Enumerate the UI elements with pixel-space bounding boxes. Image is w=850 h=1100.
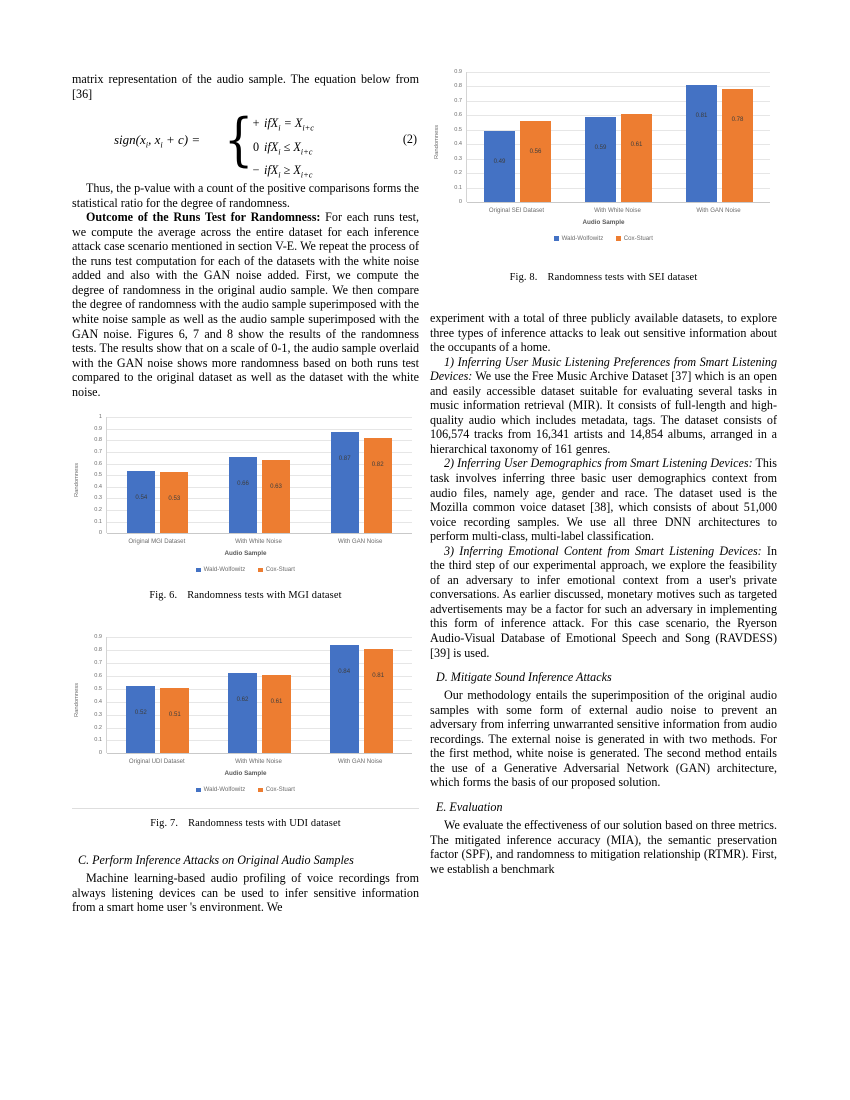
plot-area xyxy=(106,637,412,753)
x-axis-tick-label: Original UDI Dataset xyxy=(128,758,185,766)
plot-area xyxy=(466,72,770,202)
figure-7-caption xyxy=(72,818,419,829)
bar-data-label: 0.78 xyxy=(731,116,744,124)
bar-data-label: 0.52 xyxy=(134,709,147,717)
y-axis-tick-label: 0.7 xyxy=(454,97,462,104)
y-axis-tick-label: 0 xyxy=(98,530,102,537)
chart-fig6 xyxy=(72,411,419,581)
paragraph-demographics xyxy=(430,456,777,543)
figure-8 xyxy=(430,66,777,283)
bar xyxy=(520,121,551,202)
bar-data-label: 0.59 xyxy=(594,143,607,151)
figure-7-label: Fig. 7. xyxy=(150,818,179,830)
bar xyxy=(364,438,392,533)
y-axis-tick-label: 0.3 xyxy=(94,495,102,502)
paragraph-runs-test-body: For each runs test, we compute the average across the entire dataset for each inference attack case scenario mentioned in section V-E. We repeat the process of the runs test computation for each of the datasets with the white noise added and also with the GAN noise added. First, we compute the degree of randomness in the original audio sample. We then compare the degree of randomness with the audio sample superimposed with the white noise sample as well as the audio sample superimposed with the GAN noise. Figures 6, 7 and 8 show the results of the randomness tests. The results show that on a scale of 0-1, the audio sample overlaid with the GAN noise shows more randomness based on both runs test compared to the original dataset as well as the dataset with the white noise. xyxy=(72,210,419,399)
chart-legend xyxy=(72,786,419,793)
x-axis-title: Audio Sample xyxy=(582,219,625,226)
equation-cases xyxy=(248,114,314,184)
bar xyxy=(228,673,257,753)
equation-number: (2) xyxy=(402,132,417,147)
figure-6-caption xyxy=(72,590,419,601)
paragraph-pvalue: Thus, the p-value with a count of the positive comparisons forms the statistical ratio for the degree of randomness. xyxy=(72,181,419,210)
y-axis-tick-label: 0 xyxy=(458,199,462,205)
bar-data-label: 0.53 xyxy=(168,494,181,502)
y-axis-tick-label: 0.6 xyxy=(94,672,102,679)
bar-data-label: 0.56 xyxy=(529,148,542,156)
runin-heading-demographics: 2) Inferring User Demographics from Smart Listening Devices: xyxy=(444,456,753,471)
chart-fig7 xyxy=(72,631,419,801)
gridline xyxy=(107,753,412,754)
runin-heading-runs-test: Outcome of the Runs Test for Randomness: xyxy=(86,210,321,225)
bar-data-label: 0.54 xyxy=(135,493,148,501)
y-axis-tick-label: 0.6 xyxy=(454,112,462,119)
section-heading-c: C. Perform Inference Attacks on Original Audio Samples xyxy=(78,853,354,868)
x-axis-title: Audio Sample xyxy=(224,770,267,778)
bar xyxy=(229,457,257,534)
runin-heading-emotional-content: 3) Inferring Emotional Content from Smart Listening Devices: xyxy=(444,543,762,558)
y-axis-tick-label: 0.4 xyxy=(454,141,462,148)
bar xyxy=(262,460,290,533)
left-column xyxy=(72,72,419,915)
legend-label: Wald-Wolfowitz xyxy=(203,566,246,574)
bar xyxy=(127,471,155,534)
bar xyxy=(330,645,359,753)
y-axis-tick-label: 0.3 xyxy=(454,155,462,162)
legend-swatch xyxy=(616,236,621,241)
y-axis-tick-label: 0.7 xyxy=(94,449,102,456)
figure-7-caption-text: Randomness tests with UDI dataset xyxy=(188,818,341,830)
bar xyxy=(160,472,188,533)
legend-item xyxy=(554,235,603,242)
x-axis-tick-label: With White Noise xyxy=(235,538,282,546)
paragraph-experiment-intro: experiment with a total of three publicly available datasets, to explore three types of inference attacks to leak out sensitive information about the occupants of a home. xyxy=(430,311,777,355)
equation-brace: { xyxy=(224,105,254,173)
equation-left-side: $sign(x_i$, $x_i + c$) = xyxy=(114,132,201,150)
bar-data-label: 0.84 xyxy=(338,668,351,676)
x-axis-tick-label: Original MGI Dataset xyxy=(128,538,186,546)
y-axis-tick-label: 0.2 xyxy=(94,724,102,731)
x-axis-title: Audio Sample xyxy=(224,550,267,558)
equation-case-row: + $ifX_i = X_{i+c}$ xyxy=(252,116,315,133)
x-axis-tick-label: With GAN Noise xyxy=(696,207,741,214)
equation-case-row: 0 $ifX_i \le X_{i+c}$ xyxy=(252,139,313,156)
gridline xyxy=(107,417,412,418)
gridline xyxy=(467,202,770,203)
paragraph-demographics-body: This task involves inferring three basic user demographics context from audio files, namely age, gender and race. The dataset used is the Mozilla common voice dataset [38], which consists of about 51,000 voice recording samples. We use all three DNN architectures to perform multi-class, multi-label classification. xyxy=(430,456,778,544)
gridline xyxy=(107,533,412,534)
bar-data-label: 0.51 xyxy=(168,710,181,718)
legend-swatch xyxy=(196,568,201,573)
x-axis-tick-label: With White Noise xyxy=(235,758,282,766)
legend-item xyxy=(258,786,295,793)
x-axis-tick-label: Original SEI Dataset xyxy=(488,207,545,214)
bar xyxy=(262,675,291,754)
y-axis-tick-label: 0.9 xyxy=(94,425,102,432)
bar-data-label: 0.82 xyxy=(371,461,384,469)
y-axis-tick-label: 0.5 xyxy=(94,685,102,692)
equation-2 xyxy=(72,105,419,180)
bar-data-label: 0.61 xyxy=(630,140,643,148)
y-axis-tick-label: 0.8 xyxy=(94,437,102,444)
bar xyxy=(364,649,393,753)
paragraph-section-d: Our methodology entails the superimposition of the original audio samples with some form of external audio noise to prevent an adversary from inferring unwarranted sensitive information from audio recordings. The external noise is generated in with two methods. For the first method, white noise is generated. The second method entails the use of a Generative Adversarial Network (GAN) architecture, which forms the basis of our proposed solution. xyxy=(430,688,777,790)
legend-item xyxy=(616,235,653,242)
bar xyxy=(686,85,717,202)
bar-data-label: 0.81 xyxy=(372,671,385,679)
paragraph-music-preferences xyxy=(430,355,777,457)
legend-label: Wald-Wolfowitz xyxy=(203,786,246,794)
bar xyxy=(722,89,753,202)
figure-8-caption-text: Randomness tests with SEI dataset xyxy=(547,272,698,283)
bar xyxy=(585,117,616,202)
bar-data-label: 0.61 xyxy=(270,697,283,705)
paragraph-emotional-content xyxy=(430,544,777,660)
bar xyxy=(126,686,155,753)
bar-data-label: 0.49 xyxy=(493,158,506,166)
legend-swatch xyxy=(258,788,263,793)
paragraph-section-c: Machine learning-based audio profiling of voice recordings from always listening devices can be used to infer sensitive information from a smart home user 's environment. We xyxy=(72,871,419,915)
legend-swatch xyxy=(196,788,201,793)
bar xyxy=(160,688,189,754)
bar-data-label: 0.66 xyxy=(237,479,249,487)
y-axis-tick-label: 0.5 xyxy=(454,126,462,133)
paragraph-emotional-content-body: In the third step of our experimental approach, we explore the feasibility of an adversary to infer emotional context from a user's private conversations. As earlier discussed, monetary motives such as targeted advertisements may be a factor for such an adversary in implementing this form of inference attack. For this case scenario, the Ryerson Audio-Visual Database of Emotional Speech and Song (RAVDESS) [39] is used. xyxy=(430,543,777,660)
gridline xyxy=(467,72,770,73)
y-axis-tick-label: 0.2 xyxy=(94,507,102,514)
bar xyxy=(484,131,515,202)
y-axis-tick-label: 0.7 xyxy=(94,660,102,667)
gridline xyxy=(467,86,770,87)
y-axis-tick-label: 0 xyxy=(98,750,102,757)
y-axis-tick-label: 0.1 xyxy=(94,737,102,744)
y-axis-tick-label: 0.1 xyxy=(94,518,102,525)
legend-label: Cox-Stuart xyxy=(265,566,295,574)
y-axis-title: Randomness xyxy=(74,683,80,718)
chart-fig8 xyxy=(430,66,777,254)
figure-7 xyxy=(72,631,419,829)
bar-data-label: 0.63 xyxy=(270,483,282,491)
right-column xyxy=(430,69,778,876)
legend-label: Wald-Wolfowitz xyxy=(561,235,604,242)
figure-6-label: Fig. 6. xyxy=(149,590,178,602)
y-axis-tick-label: 0.1 xyxy=(454,184,462,191)
paragraph-music-preferences-body: We use the Free Music Archive Dataset [37] which is an open and easily accessible dataset suitable for evaluating several tasks in music information retrieval (MIR). It consists of full-length and high-quality audio which includes metadata, tags. The dataset consists of 106,574 tracks from 16,341 artists and 14,854 albums, arranged in a hierarchical taxonomy of 161 genres. xyxy=(430,369,777,456)
y-axis-tick-label: 0.2 xyxy=(454,170,462,177)
chart-legend xyxy=(430,235,777,242)
gridline xyxy=(107,429,412,430)
bar-data-label: 0.62 xyxy=(236,696,249,704)
runin-heading-music-preferences: 1) Inferring User Music Listening Preferences from Smart Listening Devices: xyxy=(430,354,777,384)
y-axis-tick-label: 0.9 xyxy=(454,69,462,75)
x-axis-tick-label: With White Noise xyxy=(594,207,641,214)
legend-label: Cox-Stuart xyxy=(265,786,295,794)
bar xyxy=(331,432,359,533)
y-axis-tick-label: 0.6 xyxy=(94,460,102,467)
bar-data-label: 0.81 xyxy=(695,112,708,119)
paragraph-section-e: We evaluate the effectiveness of our solution based on three metrics. The mitigated inference accuracy (MIA), the semantic preservation factor (SPF), and randomness to mitigation relationship (RTMR). First, we establish a benchmark xyxy=(430,817,777,876)
y-axis-tick-label: 0.8 xyxy=(454,83,462,90)
figure-7-rule xyxy=(72,808,419,809)
legend-label: Cox-Stuart xyxy=(623,235,653,242)
legend-swatch xyxy=(258,568,263,573)
figure-8-caption xyxy=(430,272,777,283)
bar-data-label: 0.87 xyxy=(338,455,351,463)
plot-area xyxy=(106,417,412,533)
y-axis-tick-label: 0.9 xyxy=(94,634,102,641)
bar xyxy=(621,114,652,202)
y-axis-title: Randomness xyxy=(434,124,440,159)
gridline xyxy=(107,637,412,638)
y-axis-tick-label: 0.4 xyxy=(94,483,102,490)
x-axis-tick-label: With GAN Noise xyxy=(337,538,383,546)
y-axis-tick-label: 1 xyxy=(98,414,102,421)
paragraph-runs-test-outcome xyxy=(72,210,419,399)
equation-case-row: − $ifX_i \ge X_{i+c}$ xyxy=(252,162,313,180)
y-axis-title: Randomness xyxy=(74,463,80,498)
y-axis-tick-label: 0.4 xyxy=(94,698,102,705)
y-axis-tick-label: 0.3 xyxy=(94,711,102,718)
legend-item xyxy=(196,786,245,793)
figure-6 xyxy=(72,411,419,601)
section-heading-e: E. Evaluation xyxy=(436,799,503,814)
section-heading-d: D. Mitigate Sound Inference Attacks xyxy=(436,670,612,685)
figure-6-caption-text: Randomness tests with MGI dataset xyxy=(187,590,342,602)
legend-item xyxy=(196,566,245,573)
chart-legend xyxy=(72,566,419,573)
figure-8-label: Fig. 8. xyxy=(509,272,538,283)
y-axis-tick-label: 0.5 xyxy=(94,472,102,479)
paragraph-intro: matrix representation of the audio sample. The equation below from [36] xyxy=(72,72,419,101)
legend-swatch xyxy=(554,236,559,241)
legend-item xyxy=(258,566,295,573)
y-axis-tick-label: 0.8 xyxy=(94,647,102,654)
x-axis-tick-label: With GAN Noise xyxy=(337,758,383,766)
